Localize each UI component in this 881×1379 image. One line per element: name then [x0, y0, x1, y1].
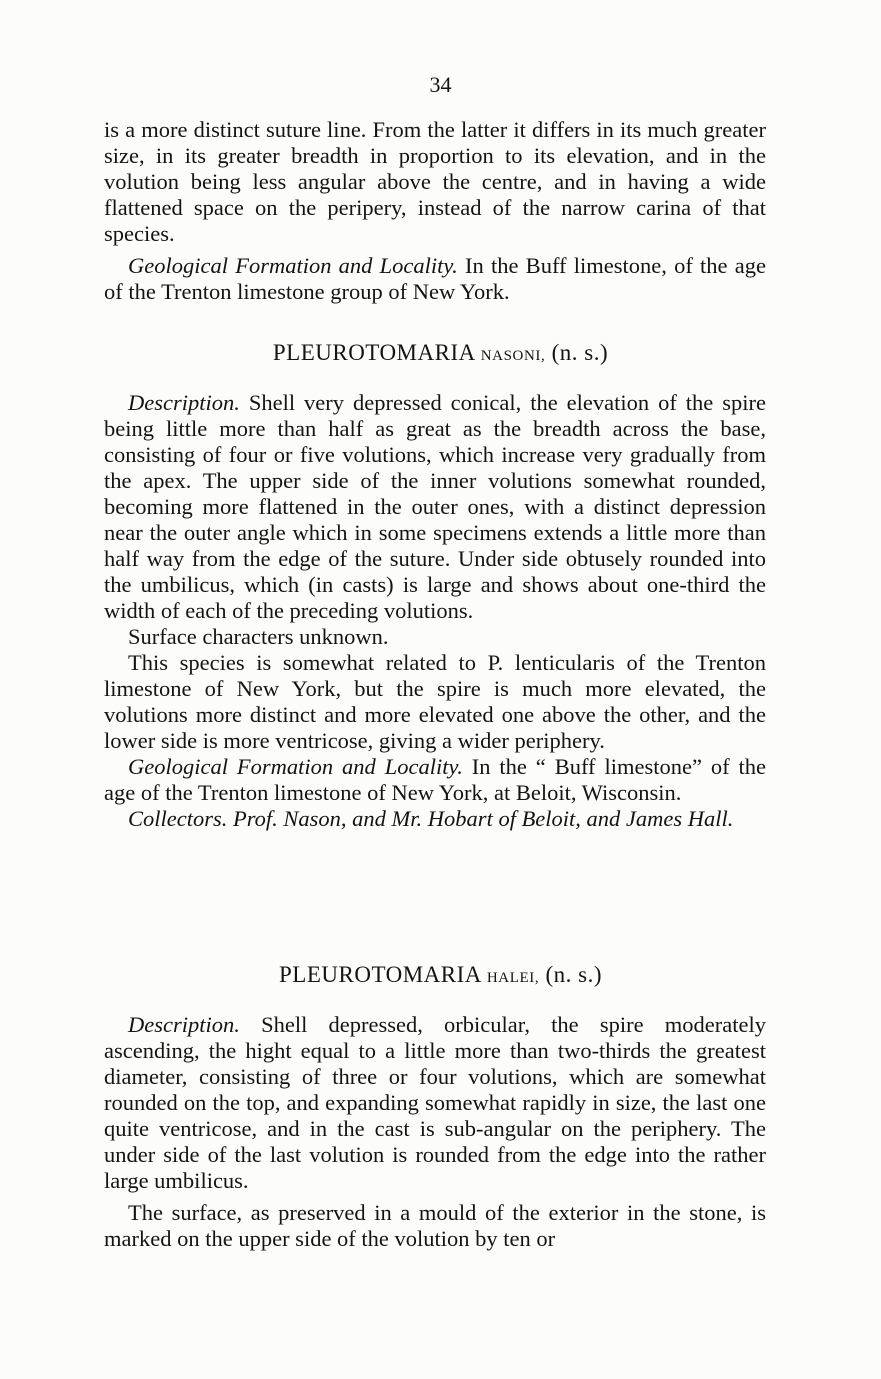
halei-description-text: Shell depressed, orbicular, the spire moderately ascending, the hight equal to a little more than two-thirds the greatest diameter, consisting of three or four volutions, which are somewhat rounded on the top, and expanding somewhat rapidly in size, the last one quite ventricose, and in the cast is sub-angular on the periphery. The under side of the last volution is rounded from the edge into the rather large umbilicus. [104, 1012, 766, 1193]
nasoni-geology [104, 754, 766, 806]
heading-suffix: (n. s.) [551, 340, 609, 365]
intro-paragraph: is a more distinct suture line. From the latter it differs in its much greater size, in its greater breadth in proportion to its elevation, and in the volution being less angular above the centre, and in having a wide flattened space on the peripery, instead of the narrow carina of that species. [104, 117, 766, 246]
heading-species: NASONI, [480, 348, 546, 364]
nasoni-description [104, 390, 766, 624]
halei-block [104, 1012, 766, 1252]
intro-block [104, 117, 766, 305]
heading-suffix: (n. s.) [545, 962, 602, 987]
nasoni-geology-label: Geological Formation and Locality. [128, 754, 463, 779]
nasoni-collectors-text: Prof. Nason, and Mr. Hobart of Beloit, and James Hall. [227, 806, 734, 831]
intro-geology-label: Geological Formation and Locality. [128, 253, 458, 278]
nasoni-description-label: Description. [128, 390, 240, 415]
page-number: 34 [429, 72, 452, 97]
nasoni-block [104, 390, 766, 832]
halei-description [104, 1012, 766, 1194]
heading-genus: PLEUROTOMARIA [272, 340, 475, 365]
nasoni-relation: This species is somewhat related to P. lenticularis of the Trenton limestone of New York, but the spire is much more elevated, the volutions more distinct and more elevated one above the other, and the lower side is more ventricose, giving a wider periphery. [104, 650, 766, 753]
section-heading-halei [0, 962, 881, 991]
halei-surface: The surface, as preserved in a mould of the exterior in the stone, is marked on the upper side of the volution by ten or [104, 1200, 766, 1251]
nasoni-description-text: Shell very depressed conical, the elevation of the spire being little more than half as great as the breadth across the base, consisting of four or five volutions, which increase very gradually from the apex. The upper side of the inner volutions somewhat rounded, becoming more flattened in the outer ones, with a distinct depression near the outer angle which in some specimens extends a little more than half way from the edge of the suture. Under side obtusely rounded into the umbilicus, which (in casts) is large and shows about one-third the width of each of the preceding volutions. [104, 390, 766, 623]
heading-species: HALEI, [486, 970, 540, 986]
nasoni-surface: Surface characters unknown. [128, 624, 389, 649]
intro-geology-paragraph [104, 253, 766, 305]
nasoni-collectors-label: Collectors. [128, 806, 228, 831]
halei-description-label: Description. [128, 1012, 240, 1037]
nasoni-geology-text: In the “ Buff limestone” of the age of the Trenton limestone of New York, at Beloit, Wisconsin. [104, 754, 766, 805]
nasoni-collectors [104, 806, 766, 832]
heading-genus: PLEUROTOMARIA [279, 962, 481, 987]
section-heading-nasoni [0, 340, 881, 369]
intro-geology-text: In the Buff limestone, of the age of the Trenton limestone group of New York. [104, 253, 766, 304]
